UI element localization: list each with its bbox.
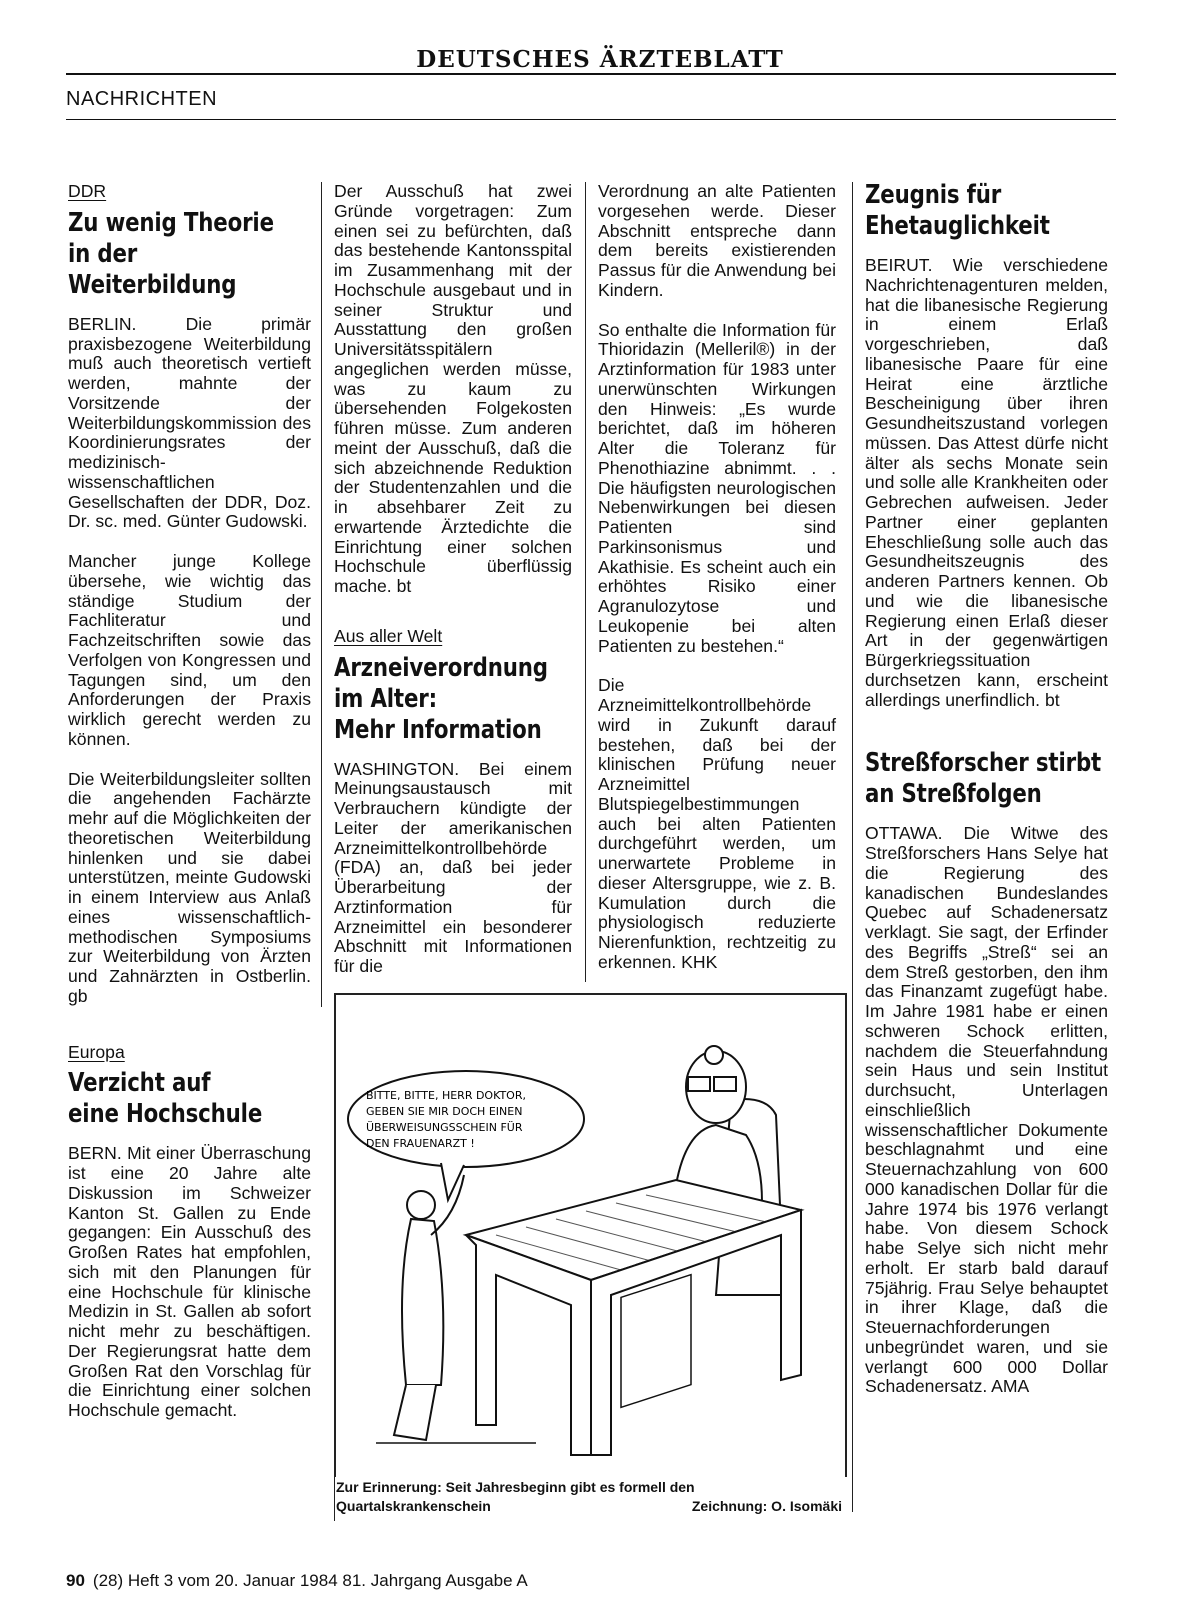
article-title: Verzicht auf eine Hochschule xyxy=(68,1068,263,1130)
speech-bubble xyxy=(348,1071,584,1167)
cartoon-caption xyxy=(336,1478,842,1516)
article-paragraph: BERN. Mit einer Überraschung ist eine 20 Jahre alte Diskussion im Schweizer Kanton St. Gallen zu Ende gegangen: Ein Ausschuß des Großen Rates hat empfohlen, sich mit den Planungen für eine Hochschule für klinische Medizin in St. Gallen ab sofort nicht mehr zu beschäftigen. Der Regierungsrat hatte dem Großen Rat den Vorschlag für die Einrichtung einer solchen Hochschule gemacht. xyxy=(68,1143,311,1420)
article-kicker: Europa xyxy=(68,1041,125,1062)
masthead: DEUTSCHES ÄRZTEBLATT xyxy=(416,46,784,73)
issue-line: (28) Heft 3 vom 20. Januar 1984 81. Jahrgang Ausgabe A xyxy=(92,1571,528,1590)
masthead-rule xyxy=(66,73,1116,75)
column-divider xyxy=(585,182,586,982)
article-paragraph: Der Ausschuß hat zwei Gründe vorgetragen: Zum einen sei zu befürchten, daß das bestehende Kantonsspital im Zusammenhang mit der Hochschule ausgebaut und in seiner Struktur und Ausstattung den großen Universitätsspitälern angeglichen werden müsse, was zu kaum zu übersehenden Folgekosten führen müsse. Zum anderen meint der Ausschuß, daß die sich abzeichnende Reduktion der Studentenzahlen und die in absehbarer Zeit zu erwartende Ärztedichte die Einrichtung einer solchen Hochschule überflüssig mache. bt xyxy=(334,181,572,596)
cartoon-frame xyxy=(334,993,847,1477)
page-footer xyxy=(66,1571,528,1591)
article-title: Zeugnis für Ehetauglichkeit xyxy=(865,180,1050,241)
speech-bubble-tail xyxy=(441,1163,464,1200)
column-divider xyxy=(321,182,322,1007)
article-kicker: Aus aller Welt xyxy=(334,625,443,646)
article-paragraph: OTTAWA. Die Witwe des Streßforschers Hans Selye hat die Regierung des kanadischen Bundeslandes Quebec auf Schadenersatz verklagt. Sie sagt, der Erfinder des Begriffs „Streß“ sei an dem Streß gestorben, den ihm das Finanzamt zugefügt habe. Im Jahre 1981 habe er einen schweren Schock erlitten, nachdem die Steuerfahndung sein Haus und sein Institut durchsucht, Unterlagen einschließlich wissenschaftlicher Dokumente beschlagnahmt und eine Steuernachzahlung von 600 000 kanadischen Dollar für die Jahre 1974 bis 1976 verlangt habe. Von diesem Schock habe Selye sich nicht mehr erholt. Er starb bald darauf 75jährig. Frau Selye behauptet in ihrer Klage, daß die Steuernachforderungen unbegründet waren, und sie verlangt 600 000 Dollar Schadenersatz. AMA xyxy=(865,823,1108,1397)
article-title: Streßforscher stirbt an Streßfolgen xyxy=(865,748,1102,810)
article-paragraph: WASHINGTON. Bei einem Meinungsaustausch mit Verbrauchern kündigte der Leiter der amerikanischen Arzneimittelkontrollbehörde (FDA) an, daß bei jeder Überarbeitung der Arztinformation für Arzneimittel ein besonderer Abschnitt mit Informationen für die xyxy=(334,758,572,976)
caption-credit: Zeichnung: O. Isomäki xyxy=(691,1498,842,1514)
article-paragraph: BERLIN. Die primär praxisbezogene Weiterbildung muß auch theoretisch vertieft werden, mahnte der Vorsitzende der Weiterbildungskommission des Koordinierungsrates der medizinisch-wissenschaftlichen Gesellschaften der DDR, Doz. Dr. sc. med. Günter Gudowski. xyxy=(68,313,311,532)
article-title: Zu wenig Theorie in der Weiterbildung xyxy=(68,207,274,300)
patient-leg xyxy=(394,1385,436,1440)
section-rule xyxy=(66,119,1116,120)
article-paragraph: BEIRUT. Wie verschiedene Nachrichtenagenturen melden, hat die libanesische Regierung in einem Erlaß vorgeschrieben, daß libanesische Paare für eine Heirat eine ärztliche Bescheinigung über ihren Gesundheitszustand vorlegen müssen. Das Attest dürfe nicht älter als sechs Monate sein und solle alle Krankheiten oder Gebrechen aufweisen. Jeder Partner einer geplanten Eheschließung solle auch das Gesundheitszeugnis des anderen Partners kennen. Ob und wie die libanesische Regierung einen Erlaß dieser Art in der gegenwärtigen Bürgerkriegssituation durchsetzen kann, erscheint allerdings unerfindlich. bt xyxy=(865,255,1108,710)
head-mirror xyxy=(705,1046,723,1064)
caption-text: Zur Erinnerung: Seit Jahresbeginn gibt es formell den Quartalskrankenschein xyxy=(336,1479,695,1514)
speech-line: ÜBERWEISUNGSSCHEIN FÜR xyxy=(366,1121,523,1134)
page-number: 90 xyxy=(66,1571,85,1590)
column-1 xyxy=(68,182,311,1441)
article-title: Arzneiverordnung im Alter: Mehr Information xyxy=(334,652,548,745)
article-paragraph: Verordnung an alte Patienten vorgesehen werde. Dieser Abschnitt entspreche dann dem bereits existierenden Passus für die Anwendung bei Kindern. xyxy=(598,181,836,300)
cartoon-drawing xyxy=(336,995,841,1475)
cartoon-frame-bottom-left xyxy=(334,1475,335,1521)
patient-body xyxy=(402,1219,443,1385)
article-kicker: DDR xyxy=(68,181,107,201)
speech-line: DEN FRAUENARZT ! xyxy=(366,1137,475,1150)
column-divider xyxy=(852,182,853,1512)
column-3 xyxy=(598,182,836,993)
column-4 xyxy=(865,180,1108,1417)
article-paragraph: Die Arzneimittelkontrollbehörde wird in Zukunft darauf bestehen, daß bei der klinischen Prüfung neuer Arzneimittel Blutspiegelbestimmungen auch bei alten Patienten durchgeführt werden, um unerwartete Probleme in dieser Altersgruppe, wie z. B. Kumulation durch die physiologisch reduzierte Nierenfunktion, rechtzeitig zu erkennen. KHK xyxy=(598,675,836,972)
patient-head xyxy=(407,1191,435,1219)
section-label: NACHRICHTEN xyxy=(66,88,218,110)
desk-drawer xyxy=(621,1275,691,1408)
article-paragraph: Mancher junge Kollege übersehe, wie wichtig das ständige Studium der Fachliteratur und Fachzeitschriften sowie das Verfolgen von Kongressen und Tagungen sind, um den Anforderungen der Praxis wirklich gerecht werden zu können. xyxy=(68,551,311,749)
speech-line: BITTE, BITTE, HERR DOKTOR, xyxy=(366,1089,526,1102)
article-paragraph: Die Weiterbildungsleiter sollten die angehenden Fachärzte mehr auf die Möglichkeiten der theoretischen Weiterbildung hinlenken und sie dabei unterstützen, meinte Gudowski in einem Interview aus Anlaß eines wissenschaftlich-methodischen Symposiums zur Weiterbildung von Ärzten und Zahnärzten in Ostberlin. gb xyxy=(68,768,311,1006)
column-2 xyxy=(334,182,572,997)
article-paragraph: So enthalte die Information für Thioridazin (Melleril®) in der Arztinformation für 1983 unter unerwünschten Wirkungen den Hinweis: „Es wurde berichtet, daß im höheren Alter die Toleranz für Phenothiazine abnimmt. . . Die häufigsten neurologischen Nebenwirkungen bei diesen Patienten sind Parkinsonismus und Akathisie. Es scheint auch ein erhöhtes Risiko einer Agranulozytose und Leukopenie bei alten Patienten zu bestehen.“ xyxy=(598,319,836,656)
speech-line: GEBEN SIE MIR DOCH EINEN xyxy=(366,1105,523,1118)
